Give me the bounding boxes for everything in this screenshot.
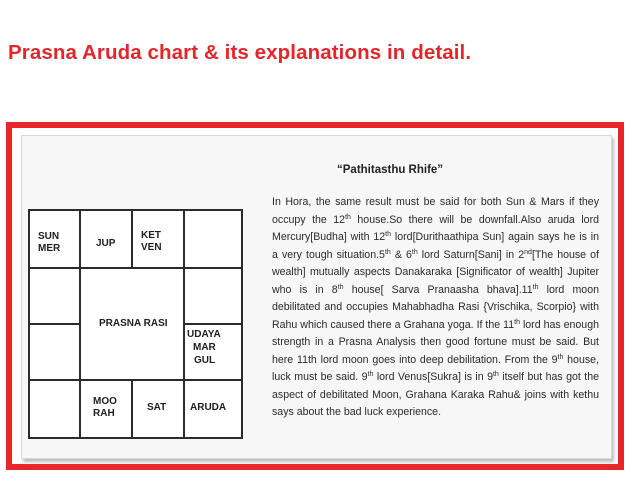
- house-rah: RAH: [93, 408, 115, 419]
- grid-line-h1b: [30, 267, 241, 269]
- house-sat: SAT: [147, 402, 167, 413]
- house-jup: JUP: [96, 238, 116, 249]
- prasna-rasi-chart: [28, 209, 243, 439]
- house-sun: SUN: [38, 231, 60, 242]
- house-mer: MER: [38, 243, 61, 254]
- grid-line-h3: [30, 379, 241, 381]
- slide-title: Prasna Aruda chart & its explanations in detail.: [8, 41, 472, 64]
- excerpt-frame: [6, 122, 624, 470]
- house-udaya: UDAYA: [187, 329, 221, 340]
- grid-line-h2-right: [183, 323, 241, 325]
- house-ven: VEN: [141, 242, 162, 253]
- grid-line-v1: [79, 211, 81, 437]
- excerpt-heading: “Pathitasthu Rhife”: [337, 164, 444, 176]
- house-aruda: ARUDA: [190, 402, 227, 413]
- grid-line-v2-bottom: [131, 379, 133, 437]
- grid-line-h2-left: [30, 323, 79, 325]
- house-gul: GUL: [194, 355, 216, 366]
- explanation-text: In Hora, the same result must be said for both Sun & Mars if they occupy the 12th house.So there will be downfall.Also aruda lord Mercury[Budha] with 12th lord[Durithaathipa Sun] again says he is in a very tough situation.5th & 6th lord Saturn[Sani] in 2nd[The house of wealth] mutually aspects Danakaraka [Significator of wealth] Jupiter who is in 8th house[ Sarva Pranaasha bhava].11th lord moon debilitated and occupies Mahabhadha Rasi {Vrischika, Scorpio} with Rahu which caused there a Grahana yoga. If the 11th lord has enough strength in a Prasna Analysis then good fortune must be said. But here 11th lord moon goes into deep debilitation. From the 9th house, luck must be said. 9th lord Venus[Sukra] is in 9th itself but has got the aspect of debilitated Moon, Grahana Karaka Rahu& joins with kethu says about the bad luck experience.: [272, 196, 599, 418]
- house-moo: MOO: [93, 396, 117, 407]
- explanation-paragraph: [272, 194, 599, 422]
- center-label: PRASNA RASI: [99, 318, 168, 329]
- house-ket: KET: [141, 230, 161, 241]
- grid-line-v2: [131, 211, 133, 267]
- excerpt-card: [21, 135, 612, 459]
- house-mar: MAR: [193, 342, 216, 353]
